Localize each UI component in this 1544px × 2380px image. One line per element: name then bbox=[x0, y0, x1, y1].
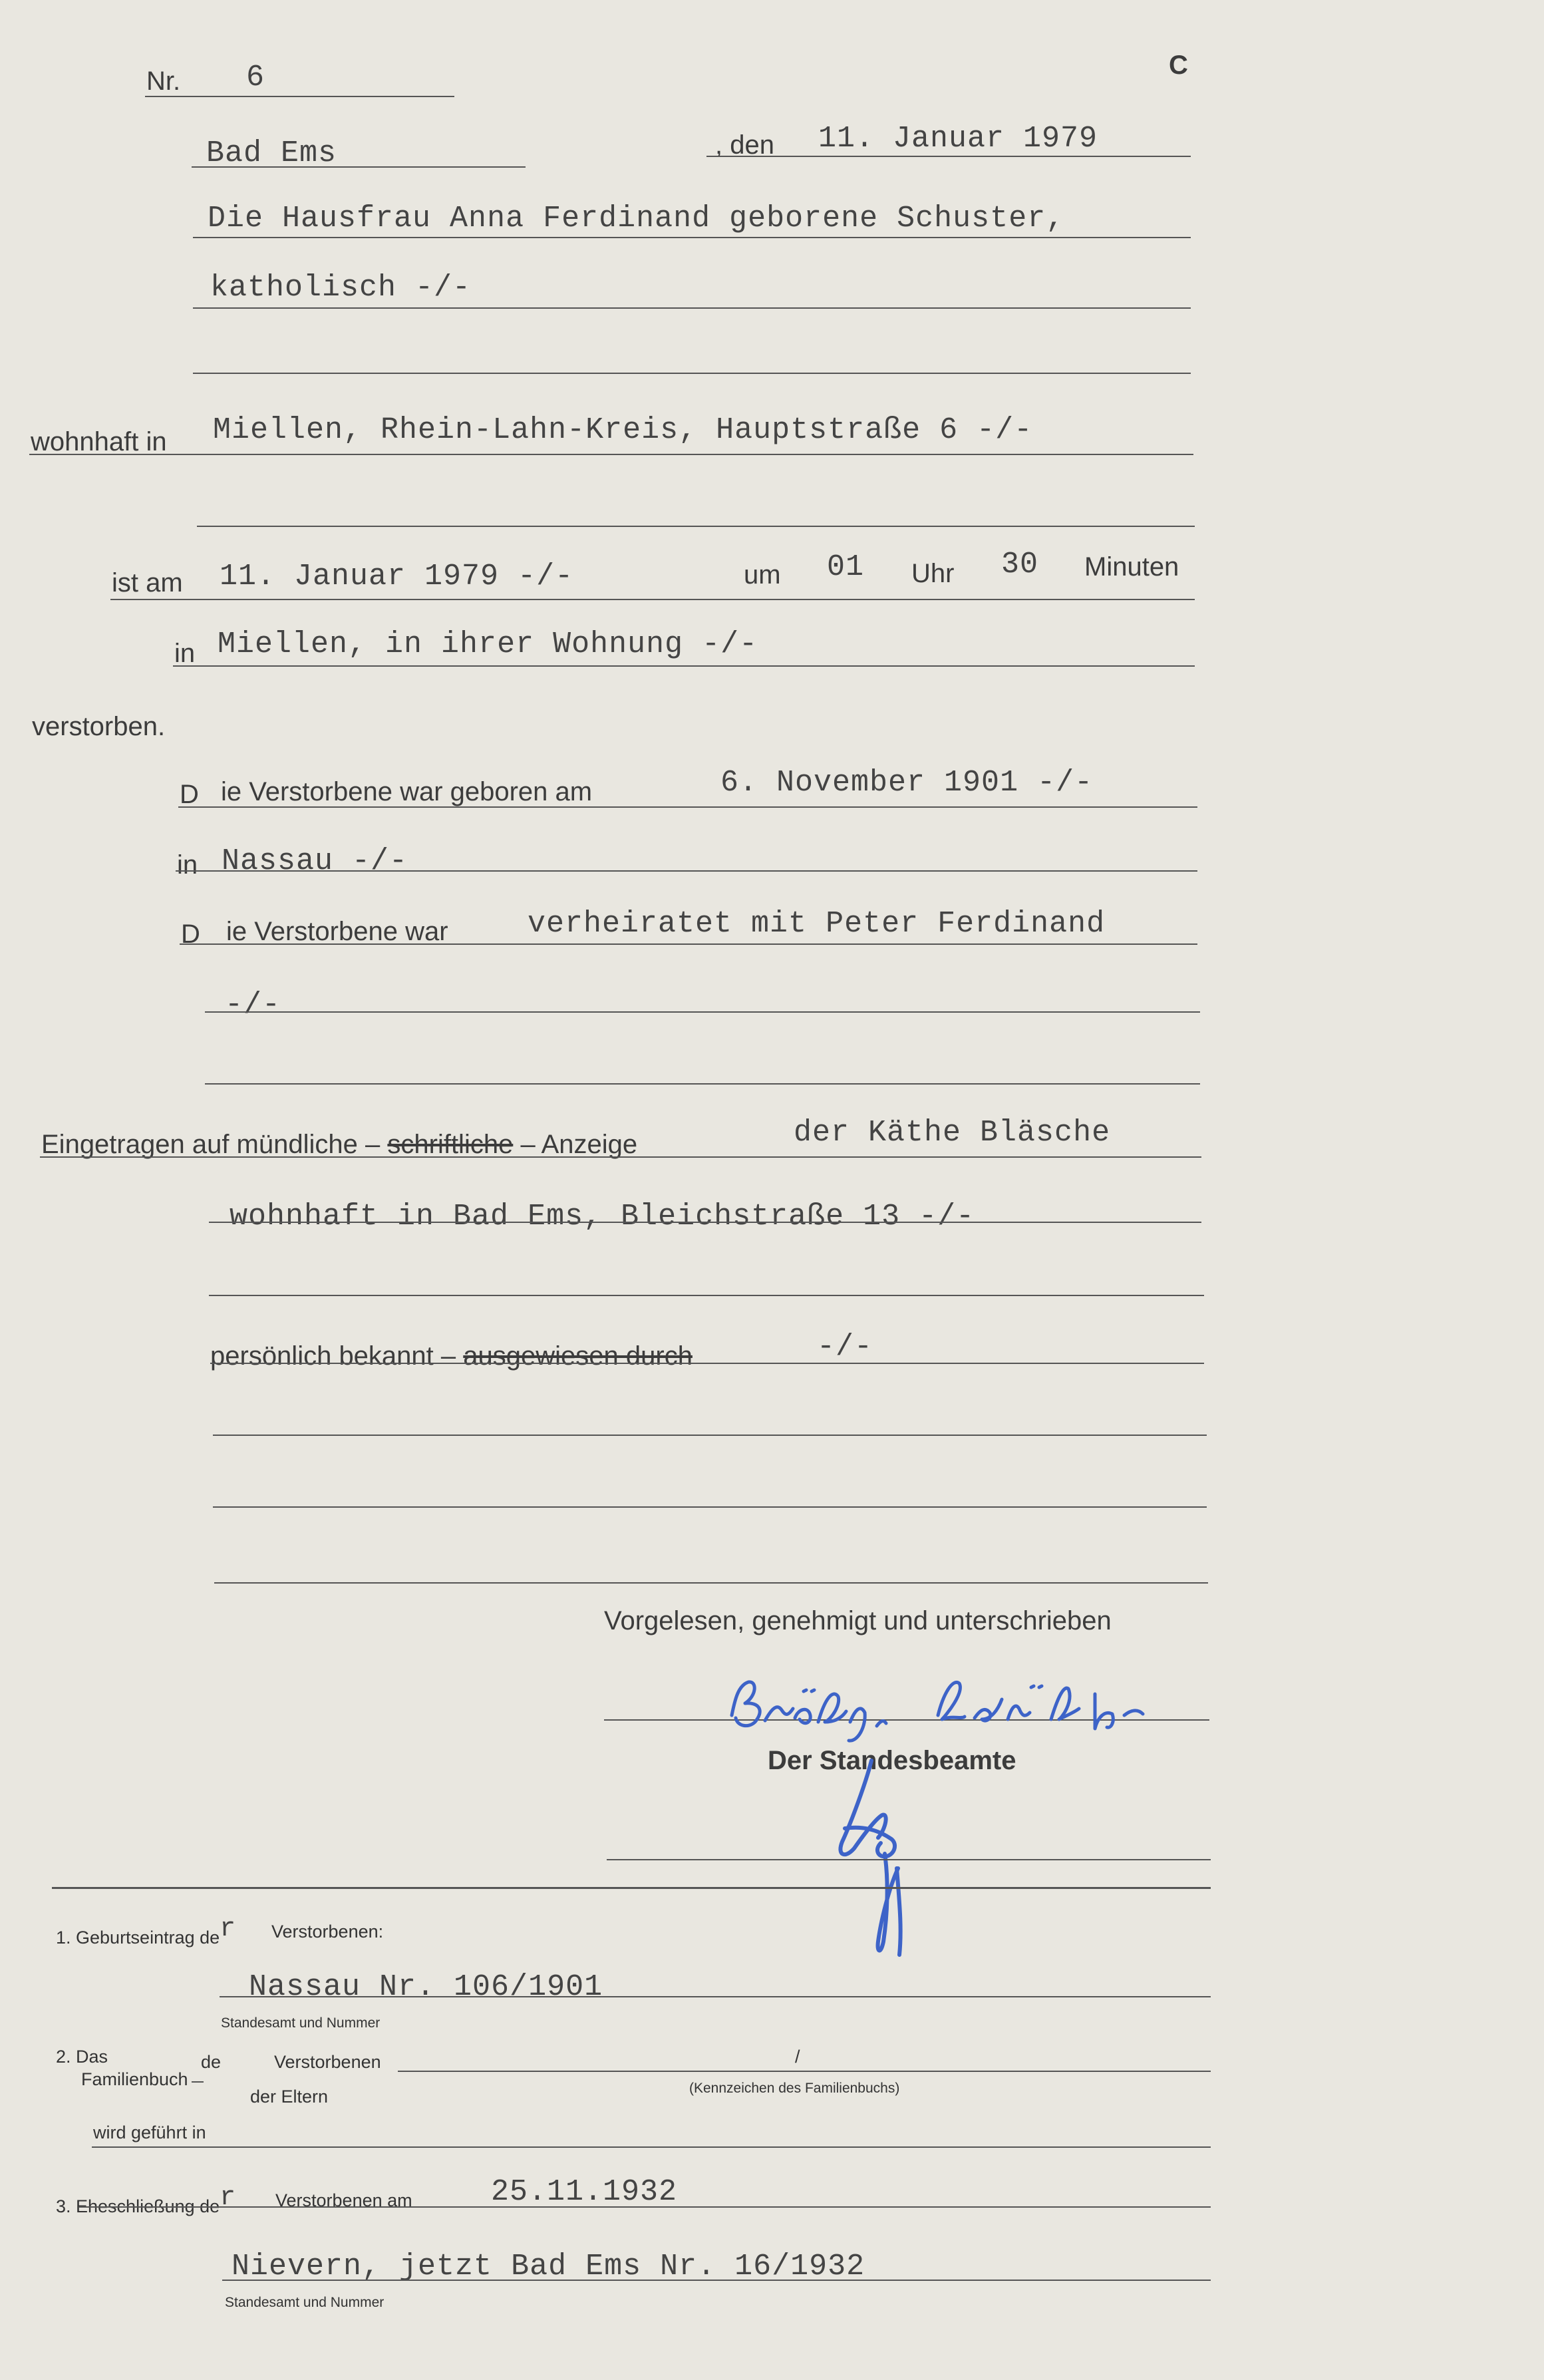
married-continuation: -/- bbox=[225, 988, 281, 1022]
minuten-label: Minuten bbox=[1084, 552, 1179, 582]
wird-gefuehrt-underline bbox=[92, 2146, 1211, 2148]
footer-1-label bbox=[56, 1914, 237, 1951]
known-label-struck: ausgewiesen durch bbox=[463, 1341, 693, 1371]
known-value: -/- bbox=[817, 1330, 873, 1364]
nr-value: 6 bbox=[246, 61, 265, 94]
reporter-address: wohnhaft in Bad Ems, Bleichstraße 13 -/- bbox=[230, 1200, 975, 1234]
date-underline bbox=[706, 156, 1191, 157]
section-divider bbox=[52, 1887, 1211, 1889]
person-line-2: katholisch -/- bbox=[210, 271, 472, 305]
birth-entry-underline bbox=[220, 1996, 1211, 1997]
nr-label: Nr. bbox=[146, 67, 181, 96]
report-label bbox=[41, 1131, 637, 1158]
den-label: , den bbox=[715, 130, 774, 160]
married-underline-2 bbox=[205, 1011, 1200, 1013]
blank-underline-4 bbox=[209, 1295, 1204, 1296]
blank-underline-2 bbox=[197, 526, 1195, 527]
marriage-register-underline bbox=[222, 2280, 1211, 2281]
report-underline bbox=[40, 1156, 1201, 1158]
wohnhaft-label: wohnhaft in bbox=[31, 427, 167, 456]
married-label: ie Verstorbene war bbox=[226, 917, 448, 946]
born-in-label: in bbox=[177, 850, 198, 880]
marriage-date: 25.11.1932 bbox=[491, 2175, 678, 2209]
reporter-address-underline bbox=[209, 1222, 1201, 1223]
footer-2-verstorbenen: Verstorbenen bbox=[274, 2052, 381, 2072]
official-signature bbox=[825, 1755, 918, 1961]
blank-underline-6 bbox=[213, 1506, 1207, 1508]
married-underline bbox=[180, 943, 1197, 945]
report-label-end: – Anzeige bbox=[520, 1130, 638, 1159]
family-book-underline bbox=[398, 2071, 1211, 2072]
date-value: 11. Januar 1979 bbox=[818, 122, 1098, 156]
marriage-date-underline bbox=[78, 2206, 1211, 2208]
reporter-name: der Käthe Bläsche bbox=[794, 1116, 1111, 1150]
known-label bbox=[210, 1343, 693, 1369]
official-signature-underline bbox=[607, 1859, 1211, 1860]
uhr-label: Uhr bbox=[911, 559, 955, 588]
footer-2-number: 2. Das bbox=[56, 2047, 108, 2067]
footer-2-eltern: der Eltern bbox=[250, 2087, 329, 2107]
in-label: in bbox=[174, 639, 196, 668]
blank-underline-5 bbox=[213, 1435, 1207, 1436]
footer-3-label-start: 3. Eheschließung de bbox=[56, 2196, 220, 2216]
marriage-register-caption: Standesamt und Nummer bbox=[225, 2295, 385, 2310]
known-underline bbox=[210, 1363, 1204, 1364]
death-place-underline bbox=[173, 665, 1195, 667]
blank-underline-3 bbox=[205, 1083, 1200, 1085]
ist-am-label: ist am bbox=[112, 568, 183, 597]
born-date: 6. November 1901 -/- bbox=[720, 766, 1094, 800]
um-label: um bbox=[744, 560, 781, 590]
footer-1-suffix: r bbox=[220, 1914, 237, 1944]
person-underline-1 bbox=[193, 237, 1191, 238]
person-line-1: Die Hausfrau Anna Ferdinand geborene Schuster, bbox=[208, 202, 1065, 236]
married-prefix: D bbox=[181, 920, 200, 949]
born-place-underline bbox=[176, 870, 1197, 872]
footer-2-wird: wird geführt in bbox=[93, 2123, 206, 2142]
born-underline bbox=[178, 806, 1197, 808]
wohnhaft-underline bbox=[29, 454, 1193, 455]
birth-entry-caption: Standesamt und Nummer bbox=[221, 2015, 381, 2031]
born-prefix: D bbox=[180, 780, 199, 809]
report-label-start: Eingetragen auf mündliche – bbox=[41, 1130, 381, 1159]
footer-2-slash: / bbox=[795, 2047, 800, 2067]
death-hour: 01 bbox=[827, 550, 865, 584]
read-approved-text: Vorgelesen, genehmigt und unterschrieben bbox=[604, 1606, 1112, 1635]
footer-1-label-start: 1. Geburtseintrag de bbox=[56, 1928, 220, 1948]
place-underline bbox=[192, 166, 526, 168]
footer-3-label-end: Verstorbenen am bbox=[275, 2190, 412, 2210]
reporter-signature bbox=[718, 1662, 1204, 1749]
nr-underline bbox=[145, 96, 454, 97]
death-date-underline bbox=[110, 599, 1195, 600]
place-value: Bad Ems bbox=[206, 136, 337, 170]
born-label: ie Verstorbene war geboren am bbox=[221, 777, 593, 806]
footer-2-de: de bbox=[201, 2052, 222, 2072]
family-book-caption: (Kennzeichen des Familienbuchs) bbox=[689, 2081, 900, 2096]
birth-entry-value: Nassau Nr. 106/1901 bbox=[249, 1970, 603, 2004]
born-place: Nassau -/- bbox=[222, 844, 408, 878]
blank-underline-1 bbox=[193, 373, 1191, 374]
death-place: Miellen, in ihrer Wohnung -/- bbox=[218, 627, 758, 661]
official-label: Der Standesbeamte bbox=[768, 1746, 1016, 1775]
report-label-struck: schriftliche bbox=[387, 1130, 514, 1159]
blank-underline-7 bbox=[214, 1582, 1208, 1584]
death-date: 11. Januar 1979 -/- bbox=[220, 560, 574, 594]
footer-2-dash bbox=[192, 2081, 204, 2083]
married-value: verheiratet mit Peter Ferdinand bbox=[528, 907, 1106, 941]
wohnhaft-value: Miellen, Rhein-Lahn-Kreis, Hauptstraße 6 -/- bbox=[213, 413, 1033, 447]
footer-3-suffix: r bbox=[220, 2183, 237, 2213]
person-underline-2 bbox=[193, 307, 1191, 309]
known-label-start: persönlich bekannt – bbox=[210, 1341, 456, 1371]
marriage-register-value: Nievern, jetzt Bad Ems Nr. 16/1932 bbox=[232, 2250, 865, 2284]
corner-mark: C bbox=[1169, 51, 1188, 80]
death-minutes: 30 bbox=[1001, 548, 1039, 582]
footer-1-label-end: Verstorbenen: bbox=[271, 1922, 384, 1942]
footer-2-familienbuch: Familienbuch bbox=[81, 2069, 188, 2089]
verstorben-label: verstorben. bbox=[32, 712, 166, 741]
